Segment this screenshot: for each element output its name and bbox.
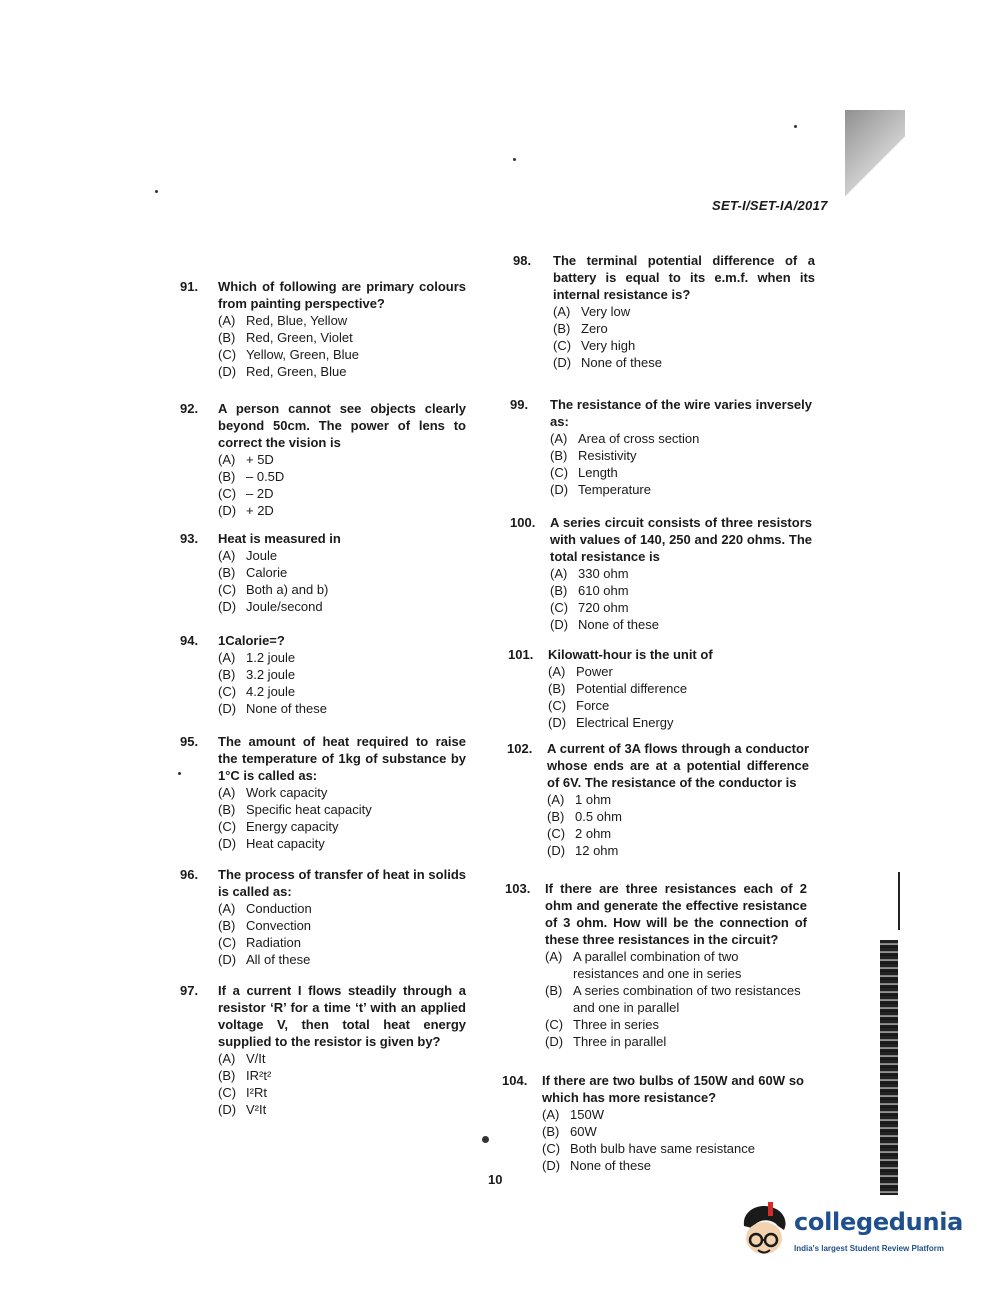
- question-number: 102.: [507, 741, 533, 756]
- option-c: (C) 4.2 joule: [218, 684, 296, 699]
- scan-speck: [794, 125, 797, 128]
- option-c: (C) 2 ohm: [547, 826, 612, 841]
- option-a: (A) V/It: [218, 1051, 266, 1066]
- question-number: 93.: [180, 531, 199, 546]
- question-text: If there are two bulbs of 150W and 60W so which has more resistance?: [542, 1073, 804, 1105]
- option-c: (C) Force: [548, 698, 610, 713]
- question-text: A current of 3A flows through a conductor whose ends are at a potential difference of 6V. The resistance of the conductor is: [547, 741, 809, 790]
- option-d: (D) Red, Green, Blue: [218, 364, 347, 379]
- question-text: The amount of heat required to raise the temperature of 1kg of substance by 1°C is called as:: [218, 734, 466, 783]
- set-code: SET-I/SET-IA/2017: [712, 198, 828, 213]
- question-text: Kilowatt-hour is the unit of: [548, 647, 713, 662]
- question-number: 104.: [502, 1073, 528, 1088]
- question-number: 99.: [510, 397, 529, 412]
- question-number: 100.: [510, 515, 536, 530]
- scan-speck: [513, 158, 516, 161]
- option-b: (B) A series combination of two resistances and one in parallel: [545, 983, 801, 1015]
- option-a: (A) Conduction: [218, 901, 312, 916]
- option-d: (D) + 2D: [218, 503, 274, 518]
- option-b: (B) Zero: [553, 321, 608, 336]
- option-c: (C) Energy capacity: [218, 819, 339, 834]
- option-c: (C) Both a) and b): [218, 582, 329, 597]
- question-text: A series circuit consists of three resistors with values of 140, 250 and 220 ohms. The total resistance is: [550, 515, 812, 564]
- option-b: (B) Specific heat capacity: [218, 802, 372, 817]
- option-b: (B) 0.5 ohm: [547, 809, 622, 824]
- scan-speck: [482, 1136, 489, 1143]
- scan-speck: [155, 190, 158, 193]
- option-d: (D) All of these: [218, 952, 311, 967]
- option-b: (B) 60W: [542, 1124, 597, 1139]
- option-c: (C) I²Rt: [218, 1085, 267, 1100]
- question-text: 1Calorie=?: [218, 633, 285, 648]
- option-d: (D) None of these: [553, 355, 662, 370]
- scan-edge-bar: [880, 940, 898, 1195]
- option-c: (C) 720 ohm: [550, 600, 629, 615]
- collegedunia-logo[interactable]: [738, 1200, 968, 1270]
- option-a: (A) 330 ohm: [550, 566, 629, 581]
- option-b: (B) Red, Green, Violet: [218, 330, 353, 345]
- option-c: (C) Very high: [553, 338, 636, 353]
- option-a: (A) Work capacity: [218, 785, 328, 800]
- option-a: (A) + 5D: [218, 452, 274, 467]
- option-c: (C) Three in series: [545, 1017, 659, 1032]
- option-c: (C) Both bulb have same resistance: [542, 1141, 755, 1156]
- question-number: 95.: [180, 734, 199, 749]
- option-c: (C) – 2D: [218, 486, 274, 501]
- question-text: Heat is measured in: [218, 531, 341, 546]
- question-number: 98.: [513, 253, 532, 268]
- option-c: (C) Radiation: [218, 935, 301, 950]
- scan-speck: [178, 772, 181, 775]
- scan-corner-shadow: [845, 110, 905, 240]
- option-c: (C) Yellow, Green, Blue: [218, 347, 359, 362]
- option-b: (B) Resistivity: [550, 448, 637, 463]
- option-d: (D) V²It: [218, 1102, 267, 1117]
- logo-tagline: India's largest Student Review Platform: [794, 1244, 944, 1253]
- option-d: (D) Joule/second: [218, 599, 323, 614]
- question-number: 97.: [180, 983, 199, 998]
- option-a: (A) A parallel combination of two resistances and one in series: [545, 949, 742, 981]
- option-b: (B) – 0.5D: [218, 469, 285, 484]
- option-d: (D) Temperature: [550, 482, 651, 497]
- option-d: (D) None of these: [218, 701, 327, 716]
- page-number: 10: [488, 1172, 503, 1187]
- option-a: (A) 150W: [542, 1107, 604, 1122]
- question-number: 91.: [180, 279, 199, 294]
- question-text: The resistance of the wire varies inversely as:: [550, 397, 812, 429]
- logo-brand: collegedunia: [794, 1208, 964, 1236]
- option-a: (A) Area of cross section: [550, 431, 700, 446]
- option-b: (B) IR²t²: [218, 1068, 272, 1083]
- question-number: 96.: [180, 867, 199, 882]
- option-a: (A) Red, Blue, Yellow: [218, 313, 348, 328]
- option-a: (A) Joule: [218, 548, 278, 563]
- option-d: (D) Electrical Energy: [548, 715, 674, 730]
- option-d: (D) Three in parallel: [545, 1034, 667, 1049]
- option-d: (D) None of these: [542, 1158, 651, 1173]
- option-d: (D) None of these: [550, 617, 659, 632]
- question-number: 94.: [180, 633, 199, 648]
- question-text: A person cannot see objects clearly beyond 50cm. The power of lens to correct the vision is: [218, 401, 466, 450]
- option-b: (B) Convection: [218, 918, 312, 933]
- option-a: (A) 1.2 joule: [218, 650, 296, 665]
- option-d: (D) Heat capacity: [218, 836, 325, 851]
- question-text: The terminal potential difference of a battery is equal to its e.m.f. when its internal resistance is?: [553, 253, 815, 302]
- option-a: (A) Very low: [553, 304, 631, 319]
- question-text: If a current I flows steadily through a resistor ‘R’ for a time ‘t’ with an applied voltage V, then total heat energy supplied to the resistor is given by?: [218, 983, 466, 1049]
- option-d: (D) 12 ohm: [547, 843, 619, 858]
- option-c: (C) Length: [550, 465, 618, 480]
- question-text: Which of following are primary colours from painting perspective?: [218, 279, 466, 311]
- option-b: (B) 610 ohm: [550, 583, 629, 598]
- question-text: The process of transfer of heat in solids is called as:: [218, 867, 466, 899]
- option-b: (B) Calorie: [218, 565, 288, 580]
- question-text: If there are three resistances each of 2 ohm and generate the effective resistance of 3 ohm. How will be the connection of these three resistances in the circuit?: [545, 881, 807, 947]
- option-a: (A) 1 ohm: [547, 792, 612, 807]
- option-a: (A) Power: [548, 664, 613, 679]
- scan-edge-line: [898, 872, 900, 930]
- question-number: 92.: [180, 401, 199, 416]
- option-b: (B) Potential difference: [548, 681, 688, 696]
- student-mascot-icon: [738, 1200, 792, 1266]
- option-b: (B) 3.2 joule: [218, 667, 296, 682]
- question-number: 101.: [508, 647, 534, 662]
- question-number: 103.: [505, 881, 531, 896]
